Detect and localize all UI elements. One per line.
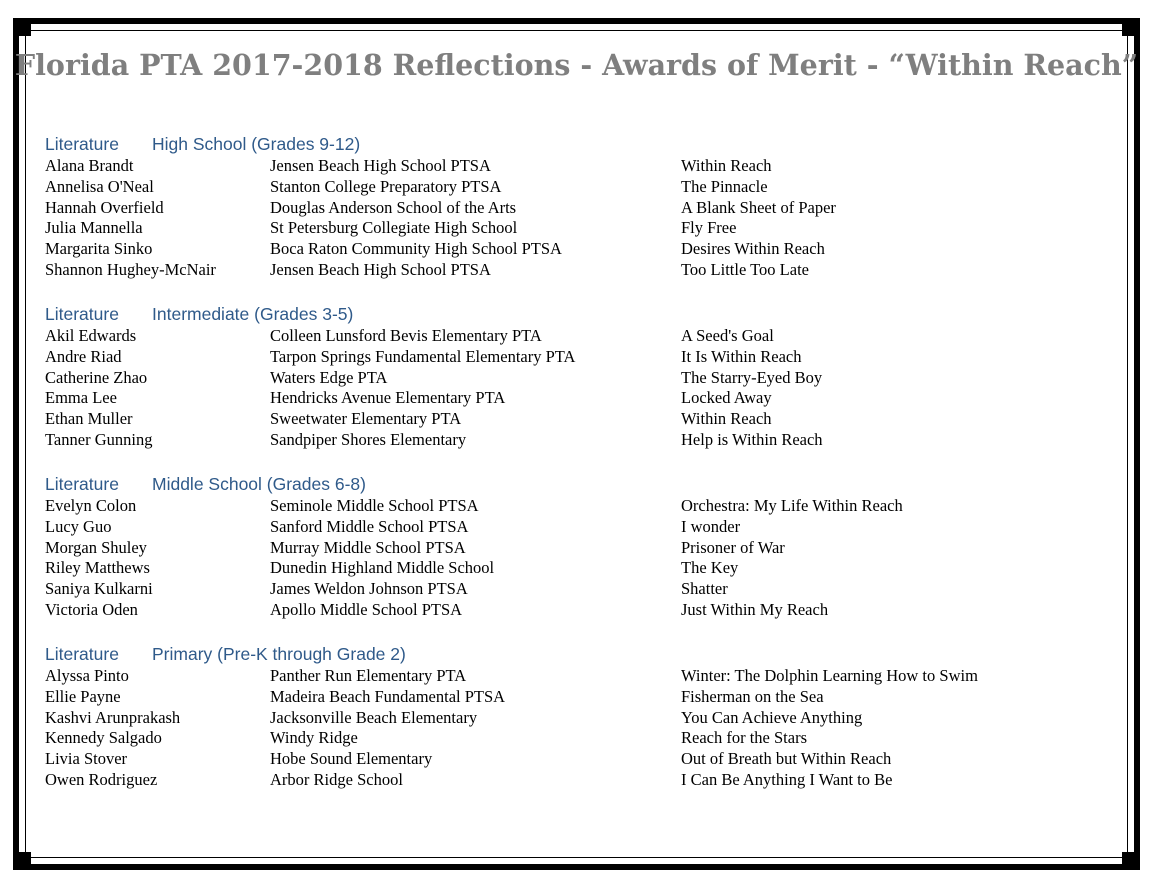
work-title: Help is Within Reach xyxy=(681,429,823,449)
entry-row xyxy=(45,558,1105,579)
work-title: I wonder xyxy=(681,516,741,536)
work-title: Just Within My Reach xyxy=(681,599,829,619)
work-title: Prisoner of War xyxy=(681,537,785,557)
entry-row xyxy=(45,156,1105,177)
student-name: Kashvi Arunprakash xyxy=(45,707,181,727)
entry-row xyxy=(45,600,1105,621)
entry-row xyxy=(45,770,1105,791)
work-title: Fly Free xyxy=(681,218,737,238)
student-name: Lucy Guo xyxy=(45,516,112,536)
entry-row xyxy=(45,579,1105,600)
work-title: A Seed's Goal xyxy=(681,326,774,345)
work-title: Fisherman on the Sea xyxy=(681,686,824,706)
school-name: Arbor Ridge School xyxy=(270,769,403,789)
work-title: Within Reach xyxy=(681,156,772,175)
work-title: It Is Within Reach xyxy=(681,346,802,366)
entry-row xyxy=(45,496,1105,517)
entry-row xyxy=(45,198,1105,219)
section-grade-level: Intermediate (Grades 3-5) xyxy=(152,304,354,324)
work-title: Winter: The Dolphin Learning How to Swim xyxy=(681,666,978,685)
entry-row xyxy=(45,260,1105,281)
entry-row xyxy=(45,388,1105,409)
student-name: Saniya Kulkarni xyxy=(45,579,153,599)
school-name: Apollo Middle School PTSA xyxy=(270,599,463,619)
school-name: James Weldon Johnson PTSA xyxy=(270,579,468,599)
student-name: Livia Stover xyxy=(45,749,128,769)
page-title: Florida PTA 2017-2018 Reflections - Awards of Merit - “Within Reach” xyxy=(14,48,1139,82)
school-name: Seminole Middle School PTSA xyxy=(270,496,479,515)
school-name: Sweetwater Elementary PTA xyxy=(270,409,462,429)
award-section xyxy=(45,472,1105,621)
work-title: The Pinnacle xyxy=(681,176,768,196)
entry-row xyxy=(45,666,1105,687)
school-name: Douglas Anderson School of the Arts xyxy=(270,197,517,217)
school-name: Hendricks Avenue Elementary PTA xyxy=(270,388,506,408)
work-title: The Key xyxy=(681,558,739,578)
work-title: The Starry-Eyed Boy xyxy=(681,367,823,387)
entry-row xyxy=(45,687,1105,708)
school-name: Jensen Beach High School PTSA xyxy=(270,156,491,175)
student-name: Julia Mannella xyxy=(45,218,143,238)
school-name: Dunedin Highland Middle School xyxy=(270,558,495,578)
entry-row xyxy=(45,347,1105,368)
student-name: Hannah Overfield xyxy=(45,197,164,217)
student-name: Kennedy Salgado xyxy=(45,728,162,748)
corner-ornament xyxy=(1122,852,1134,864)
student-name: Alana Brandt xyxy=(45,156,134,175)
entry-row xyxy=(45,749,1105,770)
student-name: Ellie Payne xyxy=(45,686,121,706)
school-name: Sanford Middle School PTSA xyxy=(270,516,469,536)
award-section xyxy=(45,642,1105,791)
school-name: Stanton College Preparatory PTSA xyxy=(270,176,502,196)
work-title: Too Little Too Late xyxy=(681,259,809,279)
section-grade-level: Primary (Pre-K through Grade 2) xyxy=(152,644,406,664)
student-name: Emma Lee xyxy=(45,388,117,408)
student-name: Margarita Sinko xyxy=(45,239,153,259)
section-category: Literature xyxy=(45,134,119,154)
entry-row xyxy=(45,368,1105,389)
work-title: Orchestra: My Life Within Reach xyxy=(681,496,903,515)
section-category: Literature xyxy=(45,474,119,494)
student-name: Andre Riad xyxy=(45,346,122,366)
work-title: I Can Be Anything I Want to Be xyxy=(681,769,893,789)
entry-row xyxy=(45,728,1105,749)
school-name: Jensen Beach High School PTSA xyxy=(270,259,491,279)
entry-row xyxy=(45,538,1105,559)
student-name: Catherine Zhao xyxy=(45,367,148,387)
school-name: Hobe Sound Elementary xyxy=(270,749,433,769)
section-category: Literature xyxy=(45,304,119,324)
school-name: St Petersburg Collegiate High School xyxy=(270,218,518,238)
student-name: Riley Matthews xyxy=(45,558,150,578)
work-title: Out of Breath but Within Reach xyxy=(681,749,892,769)
work-title: You Can Achieve Anything xyxy=(681,707,863,727)
student-name: Victoria Oden xyxy=(45,599,138,619)
corner-ornament xyxy=(1122,24,1134,36)
school-name: Windy Ridge xyxy=(270,728,358,748)
student-name: Owen Rodriguez xyxy=(45,769,158,789)
entry-row xyxy=(45,517,1105,538)
student-name: Akil Edwards xyxy=(45,326,137,345)
entry-row xyxy=(45,177,1105,198)
section-category: Literature xyxy=(45,644,119,664)
section-heading xyxy=(45,642,1105,666)
student-name: Shannon Hughey-McNair xyxy=(45,259,216,279)
work-title: Within Reach xyxy=(681,409,772,429)
school-name: Madeira Beach Fundamental PTSA xyxy=(270,686,506,706)
school-name: Jacksonville Beach Elementary xyxy=(270,707,478,727)
school-name: Colleen Lunsford Bevis Elementary PTA xyxy=(270,326,542,345)
entry-row xyxy=(45,326,1105,347)
student-name: Ethan Muller xyxy=(45,409,133,429)
entry-row xyxy=(45,430,1105,451)
section-grade-level: Middle School (Grades 6-8) xyxy=(152,474,366,494)
student-name: Morgan Shuley xyxy=(45,537,147,557)
section-heading xyxy=(45,302,1105,326)
section-grade-level: High School (Grades 9-12) xyxy=(152,134,361,154)
work-title: Locked Away xyxy=(681,388,772,408)
corner-ornament xyxy=(19,24,31,36)
work-title: Reach for the Stars xyxy=(681,728,807,748)
work-title: Desires Within Reach xyxy=(681,239,825,259)
section-heading xyxy=(45,132,1105,156)
award-section xyxy=(45,132,1105,281)
school-name: Waters Edge PTA xyxy=(270,367,388,387)
work-title: A Blank Sheet of Paper xyxy=(681,197,836,217)
award-section xyxy=(45,302,1105,451)
school-name: Murray Middle School PTSA xyxy=(270,537,466,557)
student-name: Alyssa Pinto xyxy=(45,666,129,685)
school-name: Panther Run Elementary PTA xyxy=(270,666,467,685)
corner-ornament xyxy=(19,852,31,864)
entry-row xyxy=(45,409,1105,430)
student-name: Evelyn Colon xyxy=(45,496,137,515)
work-title: Shatter xyxy=(681,579,728,599)
student-name: Annelisa O'Neal xyxy=(45,176,154,196)
school-name: Boca Raton Community High School PTSA xyxy=(270,239,562,259)
school-name: Tarpon Springs Fundamental Elementary PTA xyxy=(270,346,576,366)
entry-row xyxy=(45,708,1105,729)
section-heading xyxy=(45,472,1105,496)
entry-row xyxy=(45,239,1105,260)
entry-row xyxy=(45,218,1105,239)
student-name: Tanner Gunning xyxy=(45,429,153,449)
school-name: Sandpiper Shores Elementary xyxy=(270,429,467,449)
